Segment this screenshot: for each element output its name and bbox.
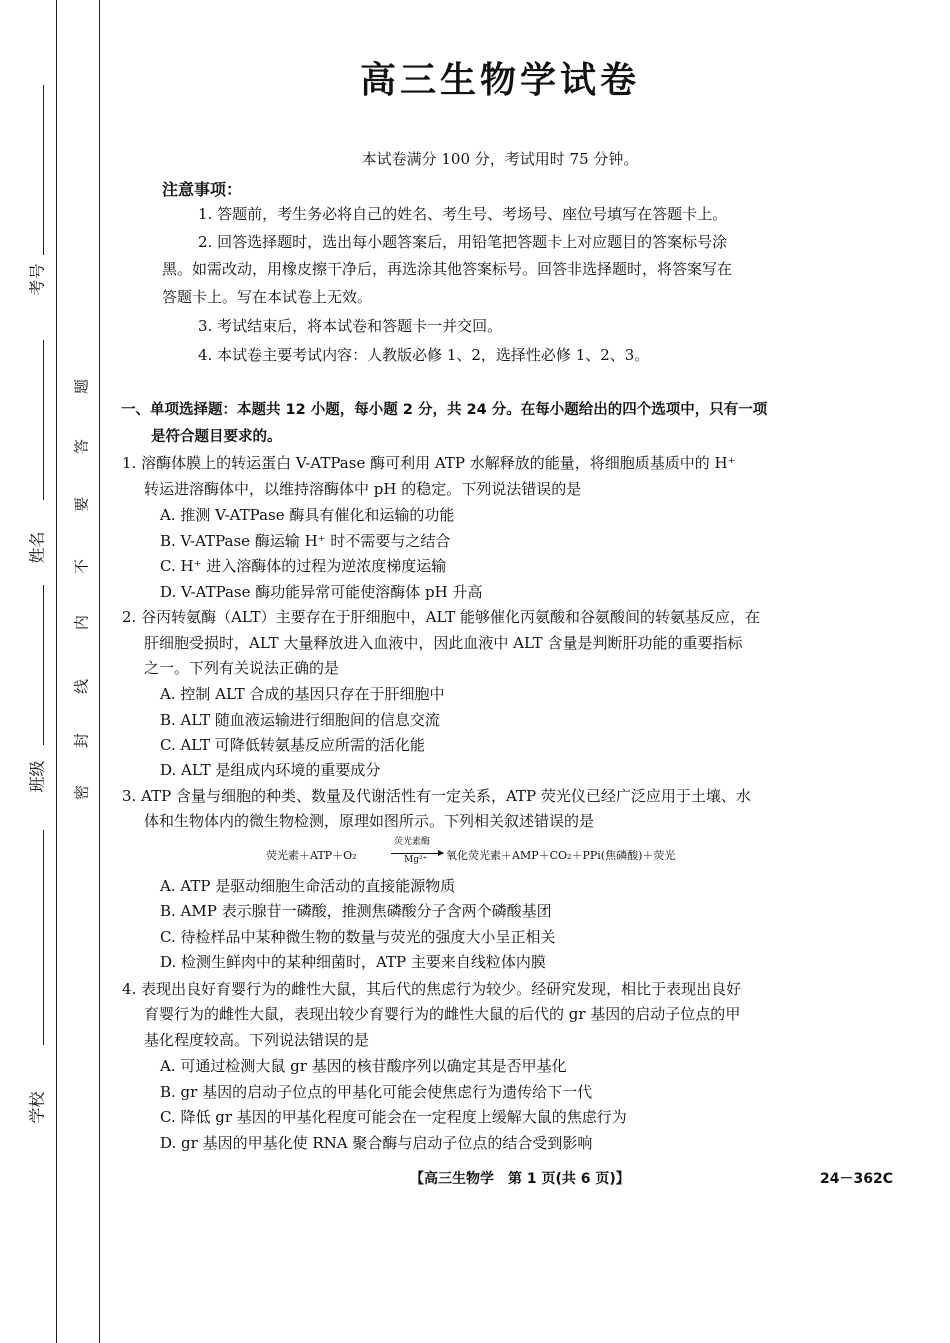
- notice-line: 1. 答题前，考生务必将自己的姓名、考生号、考场号、座位号填写在答题卡上。: [198, 205, 728, 223]
- question-4-option: C. 降低 gr 基因的甲基化程度可能会在一定程度上缓解大鼠的焦虑行为: [160, 1108, 627, 1126]
- question-1-stem: 转运进溶酶体中，以维持溶酶体中 pH 的稳定。下列说法错误的是: [144, 480, 582, 498]
- notice-line: 2. 回答选择题时，选出每小题答案后，用铅笔把答题卡上对应题目的答案标号涂: [198, 233, 728, 251]
- notice-line: 4. 本试卷主要考试内容：人教版必修 1、2，选择性必修 1、2、3。: [198, 346, 650, 364]
- exam-info: 本试卷满分 100 分，考试用时 75 分钟。: [361, 150, 639, 168]
- section-heading: 一、单项选择题：本题共 12 小题，每小题 2 分，共 24 分。在每小题给出的四个选项中，只有一项: [121, 402, 768, 418]
- question-4-option: B. gr 基因的启动子位点的甲基化可能会使焦虑行为遗传给下一代: [160, 1083, 593, 1101]
- reaction-equation: [266, 834, 766, 868]
- field-exam-number: 考号: [27, 263, 47, 296]
- question-3-option: C. 待检样品中某种微生物的数量与荧光的强度大小呈正相关: [160, 928, 556, 946]
- seal-char: 不: [72, 559, 91, 575]
- question-1-option: B. V-ATPase 酶运输 H⁺ 时不需要与之结合: [160, 532, 451, 550]
- equation-catalyst: 荧光素酶: [394, 837, 431, 847]
- field-underline: [43, 340, 44, 500]
- notice-line: 黑。如需改动，用橡皮擦干净后，再选涂其他答案标号。回答非选择题时，将答案写在: [162, 260, 733, 278]
- question-4-stem: 基化程度较高。下列说法错误的是: [144, 1031, 370, 1049]
- question-2-stem: 2. 谷丙转氨酶（ALT）主要存在于肝细胞中，ALT 能够催化丙氨酸和谷氨酸间的转氨基反应，在: [122, 608, 761, 626]
- question-2-option: A. 控制 ALT 合成的基因只存在于肝细胞中: [160, 685, 445, 703]
- field-school: 学校: [27, 1091, 47, 1124]
- seal-char: 密: [72, 785, 91, 801]
- field-name: 姓名: [27, 531, 47, 564]
- question-3-option: D. 检测生鲜肉中的某种细菌时，ATP 主要来自线粒体内膜: [160, 953, 546, 971]
- question-3-option: B. AMP 表示腺苷一磷酸，推测焦磷酸分子含两个磷酸基团: [160, 902, 552, 920]
- notice-line: 答题卡上。写在本试卷上无效。: [162, 288, 373, 306]
- field-underline: [43, 830, 44, 1045]
- field-underline: [43, 585, 44, 745]
- equation-products: 氧化荧光素＋AMP＋CO₂＋PPi(焦磷酸)＋荧光: [446, 849, 676, 862]
- question-3-stem: 3. ATP 含量与细胞的种类、数量及代谢活性有一定关系，ATP 荧光仪已经广泛应用于土壤、水: [122, 787, 751, 805]
- field-class: 班级: [27, 760, 47, 793]
- notice-line: 3. 考试结束后，将本试卷和答题卡一并交回。: [198, 317, 503, 335]
- page-title: 高三生物学试卷: [359, 60, 640, 101]
- seal-char: 封: [72, 733, 91, 749]
- page-footer: 【高三生物学 第 1 页(共 6 页)】: [410, 1171, 630, 1187]
- question-1-option: C. H⁺ 进入溶酶体的过程为逆浓度梯度运输: [160, 557, 447, 575]
- equation-cofactor: Mg²⁺: [404, 855, 428, 865]
- question-2-option: D. ALT 是组成内环境的重要成分: [160, 761, 381, 779]
- question-1-option: A. 推测 V-ATPase 酶具有催化和运输的功能: [160, 506, 455, 524]
- section-heading-cont: 是符合题目要求的。: [151, 429, 282, 445]
- question-2-stem: 之一。下列有关说法正确的是: [144, 659, 340, 677]
- seal-char: 线: [72, 679, 91, 695]
- reaction-arrow-icon: [391, 853, 443, 854]
- notice-heading: 注意事项：: [162, 180, 243, 199]
- paper-code: 24－362C: [820, 1171, 893, 1187]
- question-2-option: B. ALT 随血液运输进行细胞间的信息交流: [160, 711, 440, 729]
- margin-line-inner: [99, 0, 100, 1343]
- seal-char: 题: [72, 379, 91, 395]
- question-2-option: C. ALT 可降低转氨基反应所需的活化能: [160, 736, 425, 754]
- field-underline: [43, 85, 44, 255]
- question-3-option: A. ATP 是驱动细胞生命活动的直接能源物质: [160, 877, 456, 895]
- seal-char: 内: [72, 615, 91, 631]
- question-2-stem: 肝细胞受损时，ALT 大量释放进入血液中，因此血液中 ALT 含量是判断肝功能的重要指标: [144, 634, 743, 652]
- question-3-stem: 体和生物体内的微生物检测，原理如图所示。下列相关叙述错误的是: [144, 812, 595, 830]
- question-1-stem: 1. 溶酶体膜上的转运蛋白 V-ATPase 酶可利用 ATP 水解释放的能量，将细胞质基质中的 H⁺: [122, 454, 736, 472]
- question-1-option: D. V-ATPase 酶功能异常可能使溶酶体 pH 升高: [160, 583, 483, 601]
- seal-char: 要: [72, 497, 91, 513]
- question-4-option: A. 可通过检测大鼠 gr 基因的核苷酸序列以确定其是否甲基化: [160, 1057, 567, 1075]
- question-4-stem: 4. 表现出良好育婴行为的雌性大鼠，其后代的焦虑行为较少。经研究发现，相比于表现出良好: [122, 980, 742, 998]
- seal-char: 答: [72, 439, 91, 455]
- margin-line-outer: [56, 0, 57, 1343]
- question-4-option: D. gr 基因的甲基化使 RNA 聚合酶与启动子位点的结合受到影响: [160, 1134, 593, 1152]
- question-4-stem: 育婴行为的雌性大鼠，表现出较少育婴行为的雌性大鼠的后代的 gr 基因的启动子位点的甲: [144, 1005, 741, 1023]
- equation-reactants: 荧光素＋ATP＋O₂: [266, 849, 357, 862]
